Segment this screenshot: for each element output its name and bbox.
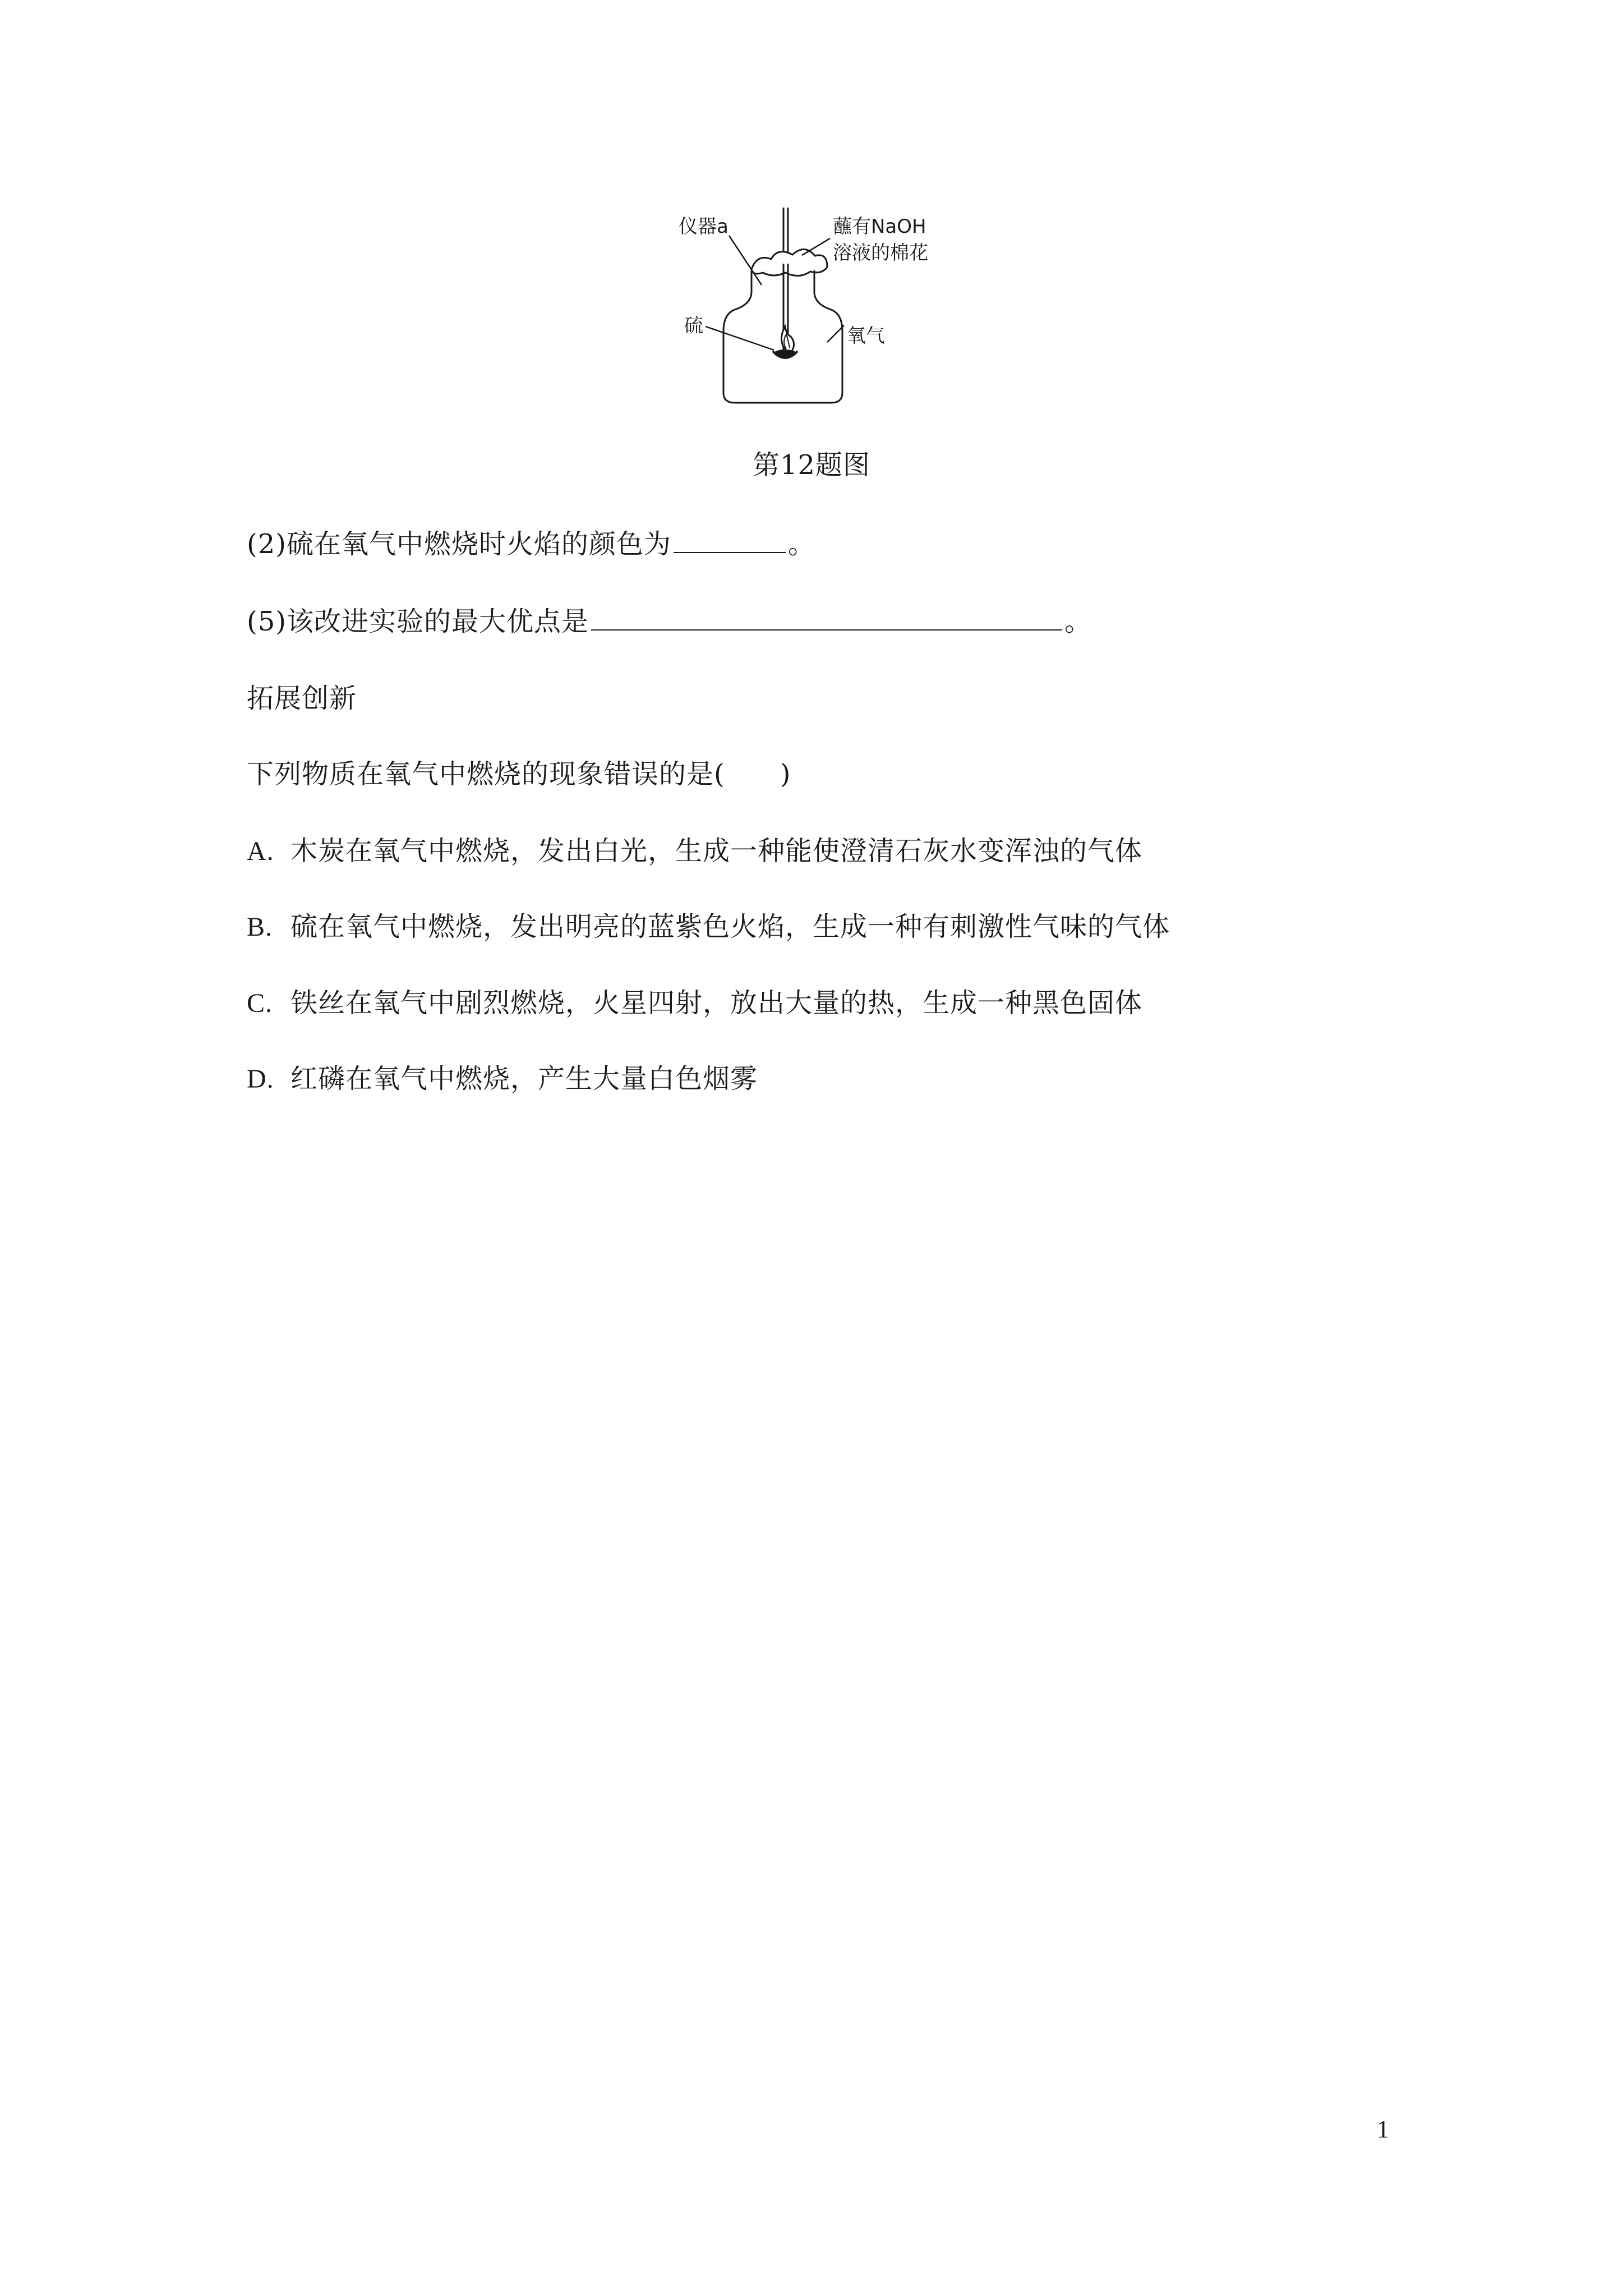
sulfur-sample — [774, 349, 796, 357]
option-b[interactable] — [247, 910, 1170, 944]
label-sulfur: 硫 — [684, 315, 703, 337]
option-d-letter: D. — [247, 1064, 274, 1094]
option-b-text: 硫在氧气中燃烧，发出明亮的蓝紫色火焰，生成一种有刺激性气味的气体 — [291, 911, 1170, 942]
option-c-text: 铁丝在氧气中剧烈燃烧，火星四射，放出大量的热，生成一种黑色固体 — [291, 987, 1143, 1019]
option-a-letter: A. — [247, 836, 274, 866]
question-5-suffix: 。 — [1064, 606, 1092, 637]
option-d[interactable] — [247, 1062, 758, 1096]
answer-blank-2[interactable] — [674, 527, 786, 553]
label-cotton-line2: 溶液的棉花 — [833, 242, 928, 264]
question-2-line — [247, 527, 815, 561]
apparatus-figure — [667, 208, 981, 409]
option-a-text: 木炭在氧气中燃烧，发出白光，生成一种能使澄清石灰水变浑浊的气体 — [291, 835, 1143, 867]
option-b-letter: B. — [247, 912, 273, 942]
option-c-letter: C. — [247, 988, 273, 1018]
question-2-suffix: 。 — [788, 528, 816, 560]
page-number: 1 — [1377, 2115, 1389, 2143]
label-instrument-a: 仪器a — [679, 215, 728, 238]
option-c[interactable] — [247, 986, 1142, 1020]
option-d-text: 红磷在氧气中燃烧，产生大量白色烟雾 — [291, 1063, 758, 1094]
cotton-icon — [751, 249, 827, 275]
label-cotton-line1: 蘸有NaOH — [833, 215, 926, 238]
figure-caption: 第12题图 — [752, 449, 871, 481]
question-5-text: (5)该改进实验的最大优点是 — [247, 606, 589, 637]
section-heading: 拓展创新 — [247, 683, 357, 714]
question-5-line — [247, 605, 1092, 638]
question-text: 下列物质在氧气中燃烧的现象错误的是( ) — [247, 758, 791, 790]
gas-jar-diagram — [667, 208, 981, 409]
question-2-text: (2)硫在氧气中燃烧时火焰的颜色为 — [247, 528, 671, 560]
option-a[interactable] — [247, 834, 1142, 868]
label-oxygen: 氧气 — [847, 325, 885, 347]
answer-blank-5[interactable] — [591, 605, 1062, 631]
